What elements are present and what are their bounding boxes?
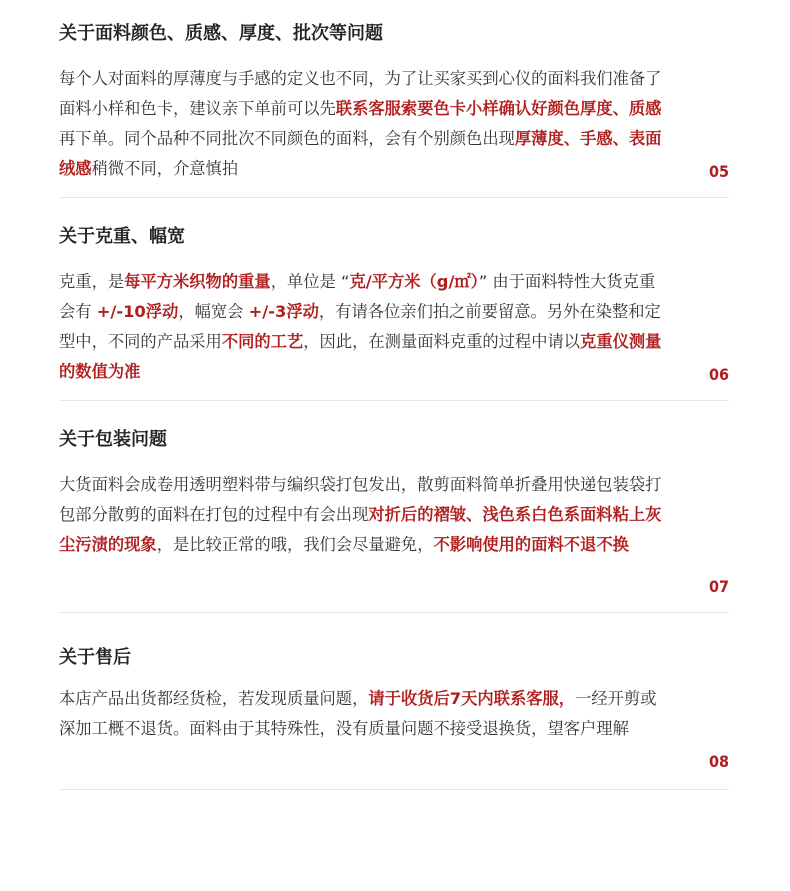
body-highlight: 不影响使用的面料不退不换 [433, 535, 629, 554]
body-text: ” 由于面料特性大货克重会有 [59, 272, 656, 321]
body-text: 大货面料会成卷用透明塑料带与编织袋打包发出，散剪面料简单折叠用快递包装袋打包部分散剪的面料在打包的过程中有会出现 [59, 475, 662, 524]
body-highlight: 克重仪测量的数值为准 [59, 332, 662, 381]
body-text: 每个人对面料的厚薄度与手感的定义也不同，为了让买家买到心仪的面料我们准备了面料小样和色卡，建议亲下单前可以先 [59, 69, 662, 118]
section-weight-width [59, 225, 729, 401]
body-highlight: 克/平方米（g/㎡） [349, 272, 479, 291]
section-after-sales [59, 646, 729, 790]
section-title: 关于售后 [59, 647, 131, 668]
section-packaging [59, 428, 729, 613]
section-body [59, 64, 663, 184]
body-text: ，幅宽会 [178, 302, 249, 321]
section-number: 08 [708, 752, 729, 771]
body-highlight: +/-10浮动 [96, 302, 179, 321]
body-highlight: 联系客服索要色卡小样确认好颜色厚度、质感 [335, 99, 662, 118]
section-title: 关于包装问题 [59, 429, 167, 450]
body-text: ，是比较正常的哦，我们会尽量避免， [156, 535, 434, 554]
body-highlight: 每平方米织物的重量 [124, 272, 271, 291]
section-color-texture [59, 22, 729, 198]
section-number: 05 [708, 162, 729, 181]
body-text: ，单位是 “ [270, 272, 350, 291]
section-body [59, 470, 663, 560]
body-highlight: 厚薄度、手感、表面绒感 [59, 129, 662, 178]
body-text: 再下单。同个品种不同批次不同颜色的面料，会有个别颜色出现 [59, 129, 515, 148]
body-highlight: 对折后的褶皱、浅色系白色系面料粘上灰尘污渍的现象 [59, 505, 662, 554]
body-text: ，因此，在测量面料克重的过程中请以 [303, 332, 581, 351]
section-body [59, 267, 663, 387]
body-text: 稍微不同，介意慎拍 [91, 159, 239, 178]
body-text: 克重，是 [59, 272, 125, 291]
section-number: 06 [708, 365, 729, 384]
body-highlight: 请于收货后7天内联系客服， [368, 689, 576, 708]
body-highlight: 不同的工艺 [221, 332, 304, 351]
body-highlight: +/-3浮动 [248, 302, 319, 321]
body-text: 一经开剪或深加工概不退货。面料由于其特殊性，没有质量问题不接受退换货，望客户理解 [59, 689, 657, 738]
body-text: 本店产品出货都经货检，若发现质量问题， [59, 689, 369, 708]
body-text: ，有请各位亲们拍之前要留意。另外在染整和定型中，不同的产品采用 [59, 302, 661, 351]
section-number: 07 [708, 577, 729, 596]
section-body [59, 684, 663, 744]
section-title: 关于克重、幅宽 [59, 226, 185, 247]
section-title: 关于面料颜色、质感、厚度、批次等问题 [59, 23, 383, 44]
